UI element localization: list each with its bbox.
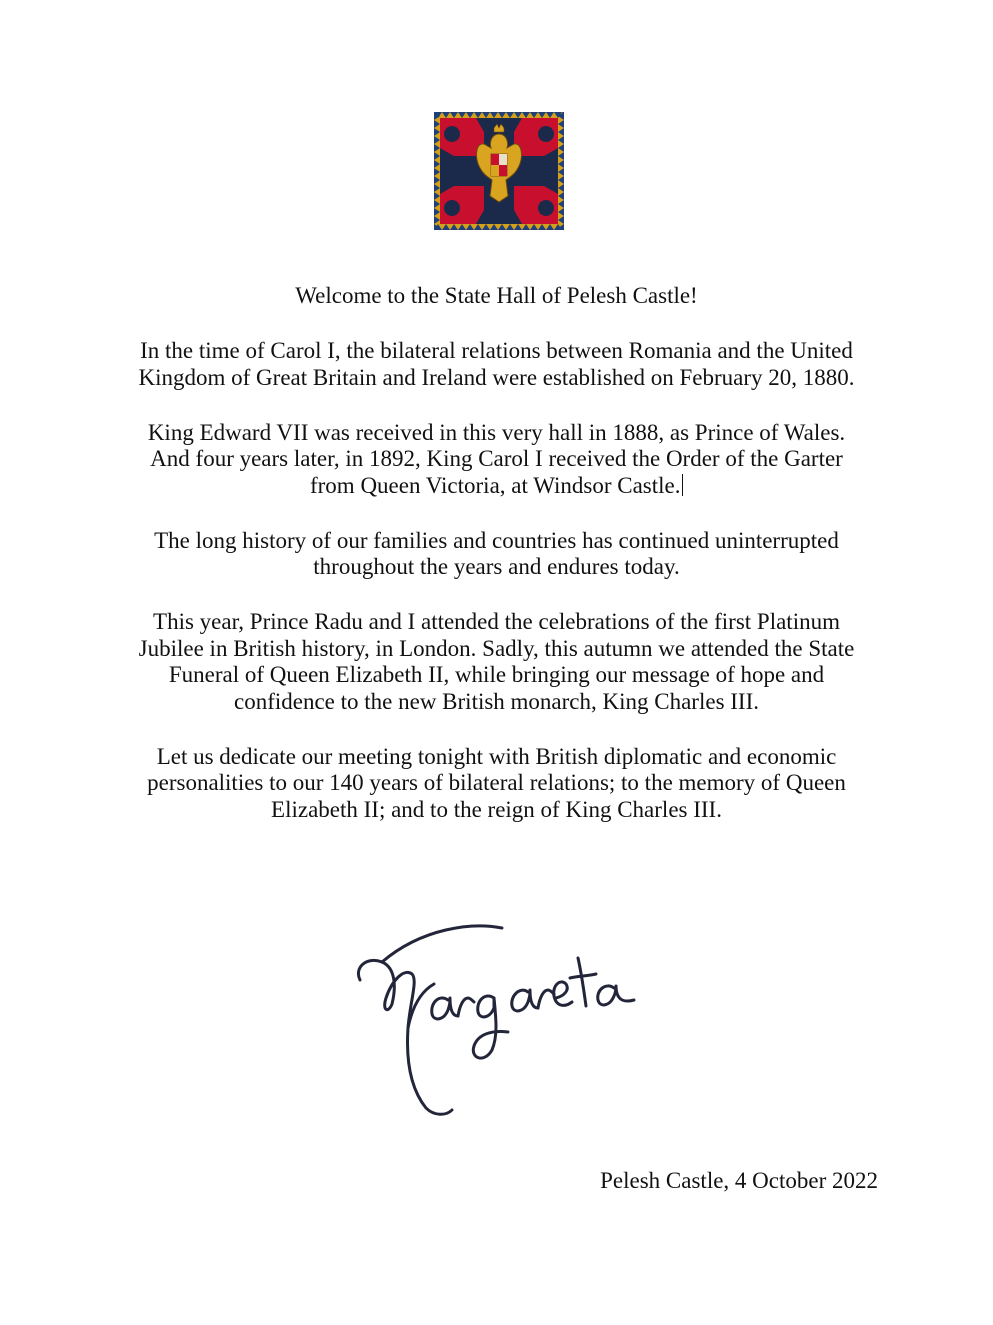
- paragraph: [100, 338, 893, 391]
- text-line: Welcome to the State Hall of Pelesh Castle!: [295, 283, 698, 308]
- paragraph: [100, 744, 893, 824]
- text-line: throughout the years and endures today.: [313, 554, 680, 579]
- handwritten-signature-icon: [352, 918, 647, 1123]
- place-date: Pelesh Castle, 4 October 2022: [600, 1168, 878, 1193]
- letter-body: [100, 283, 893, 852]
- text-line: And four years later, in 1892, King Carol I received the Order of the Garter: [150, 446, 843, 471]
- text-line: King Edward VII was received in this very hall in 1888, as Prince of Wales.: [147, 419, 846, 445]
- text-line: confidence to the new British monarch, King Charles III.: [233, 688, 759, 714]
- paragraph: [100, 528, 893, 581]
- text-line: Kingdom of Great Britain and Ireland were established on February 20, 1880.: [138, 364, 855, 390]
- text-line: from Queen Victoria, at Windsor Castle.: [100, 473, 893, 500]
- text-line: Jubilee in British history, in London. Sadly, this autumn we attended the State: [138, 635, 855, 661]
- text-cursor: [682, 474, 684, 496]
- text-line: personalities to our 140 years of bilateral relations; to the memory of Queen: [147, 770, 846, 795]
- paragraph: [100, 609, 893, 715]
- paragraph: [100, 420, 893, 500]
- text-line: In the time of Carol I, the bilateral relations between Romania and the United: [140, 338, 853, 363]
- text-line: The long history of our families and countries has continued uninterrupted: [154, 527, 839, 553]
- text-line: This year, Prince Radu and I attended the celebrations of the first Platinum: [153, 609, 840, 634]
- text-line: Funeral of Queen Elizabeth II, while bringing our message of hope and: [168, 662, 825, 687]
- paragraph: [100, 283, 893, 310]
- text-line: Let us dedicate our meeting tonight with British diplomatic and economic: [156, 743, 837, 769]
- romanian-royal-banner-icon: [434, 112, 564, 230]
- text-line: Elizabeth II; and to the reign of King Charles III.: [271, 796, 722, 822]
